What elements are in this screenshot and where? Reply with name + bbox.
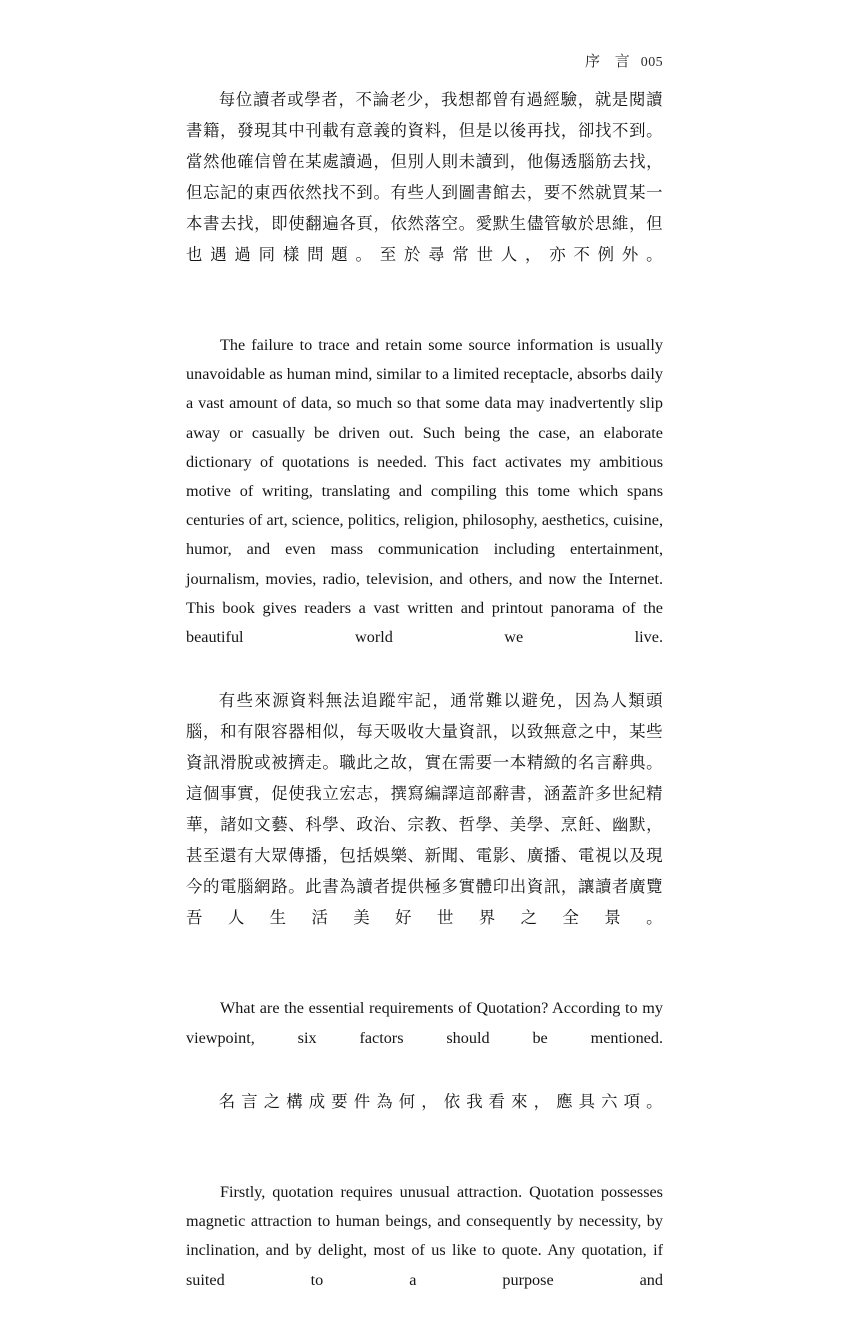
paragraph-spacer [186,964,663,994]
paragraph-chinese-3: 名言之構成要件為何，依我看來，應具六項。 [218,1092,663,1112]
running-head [186,50,663,71]
paragraph-spacer [186,301,663,331]
paragraph-chinese-1: 每位讀者或學者，不論老少，我想都曾有過經驗，就是閱讀書籍，發現其中刊載有意義的資料，但是以後再找，卻找不到。當然他確信曾在某處讀過，但別人則未讀到，他傷透腦筋去找，但忘記的東西依然找不到。有些人到圖書館去，要不然就買某一本書去找，即使翻遍各頁，依然落空。愛默生儘管敏於思維，但也遇過同樣問題。至於尋常世人，亦不例外。 [186,90,663,264]
text-column [186,84,663,1324]
paragraph-chinese-2: 有些來源資料無法追蹤牢記，通常難以避免，因為人類頭腦，和有限容器相似，每天吸收大量資訊，以致無意之中，某些資訊滑脫或被擠走。職此之故，實在需要一本精緻的名言辭典。這個事實，促使我立宏志，撰寫編譯這部辭書，涵蓋許多世紀精華，諸如文藝、科學、政治、宗教、哲學、美學、烹飪、幽默，甚至還有大眾傳播，包括娛樂、新聞、電影、廣播、電視以及現今的電腦網路。此書為讀者提供極多實體印出資訊，讓讀者廣覽吾人生活美好世界之全景。 [186,691,663,928]
page-number: 005 [640,55,663,70]
paragraph-english-2: What are the essential requirements of Quotation? According to my viewpoint, six factors should be mentioned. [186,999,663,1047]
running-head-title: 序 言 [585,52,635,70]
paragraph-spacer [186,1148,663,1178]
paragraph-english-1: The failure to trace and retain some source information is usually unavoidable as human mind, similar to a limited receptacle, absorbs daily a vast amount of data, so much so that some data may inadvertently slip away or casually be driven out. Such being the case, an elaborate dictionary of quotations is needed. This fact activates my ambitious motive of writing, translating and compiling this tome which spans centuries of art, science, politics, religion, philosophy, aesthetics, cuisine, humor, and even mass communication including entertainment, journalism, movies, radio, television, and others, and now the Internet. This book gives readers a vast written and printout panorama of the beautiful world we live. [186,336,663,647]
paragraph-english-3: Firstly, quotation requires unusual attraction. Quotation possesses magnetic attraction to human beings, and consequently by necessity, by inclination, and by delight, most of us like to quote. Any quotation, if suited to a purpose and [186,1183,663,1289]
